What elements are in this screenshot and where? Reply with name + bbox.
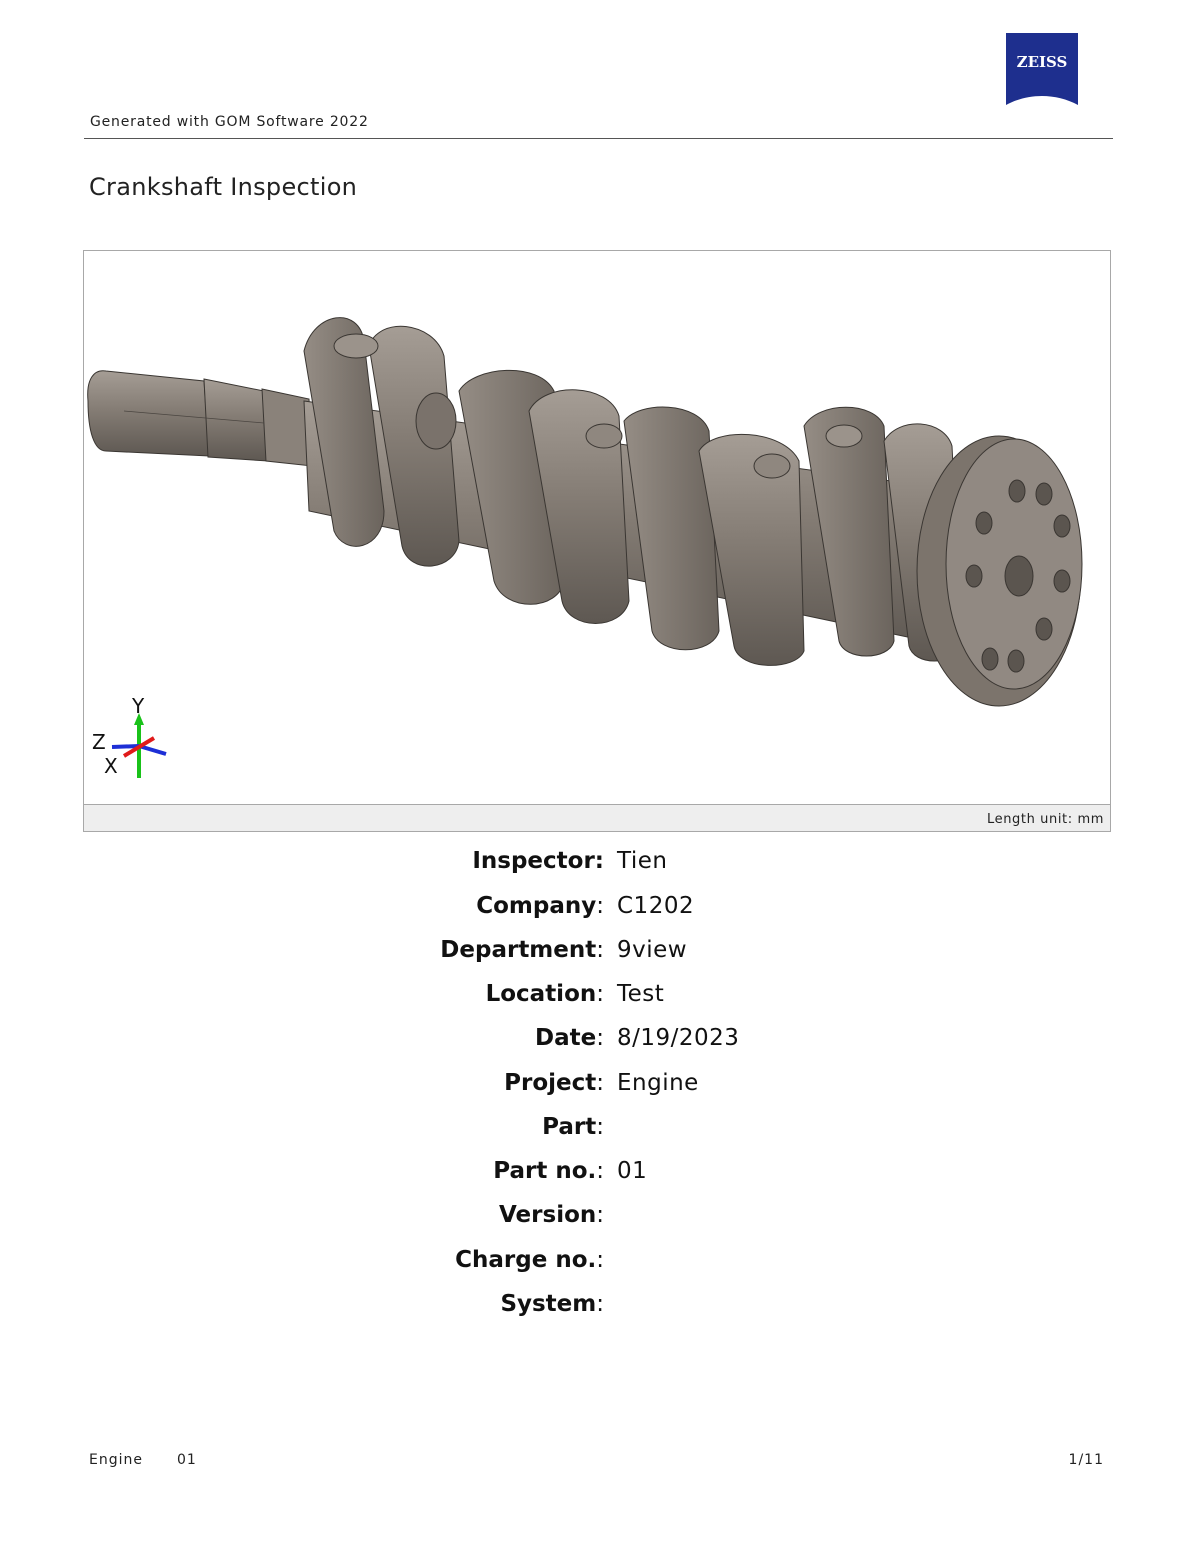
system-label: System — [500, 1291, 597, 1317]
crankshaft-render — [84, 251, 1110, 804]
version-label: Version — [499, 1202, 597, 1228]
project-label: Project — [504, 1070, 597, 1096]
company-value: C1202 — [617, 893, 695, 919]
3d-viewer[interactable] — [83, 250, 1111, 832]
inspector-label: Inspector: — [472, 848, 604, 874]
location-label: Location — [485, 981, 597, 1007]
part-label: Part — [542, 1114, 597, 1140]
crankshaft-body — [88, 318, 974, 666]
charge-no-label: Charge no. — [455, 1247, 597, 1273]
info-row-version: Version: — [499, 1202, 604, 1228]
location-value: Test — [617, 981, 665, 1007]
info-row-charge-no: Charge no.: — [455, 1247, 604, 1273]
zeiss-logo — [1006, 33, 1078, 105]
info-row-company: Company: C1202 — [476, 893, 695, 919]
flywheel-flange — [917, 436, 1082, 706]
part-no-label: Part no. — [493, 1158, 597, 1184]
department-value: 9view — [617, 937, 688, 963]
info-row-part: Part: — [542, 1114, 604, 1140]
zeiss-logo-text: ZEISS — [1016, 53, 1068, 71]
header-divider — [84, 138, 1113, 139]
axis-triad — [92, 694, 166, 778]
viewer-status-bar — [84, 804, 1110, 831]
info-row-project: Project: Engine — [504, 1070, 699, 1096]
footer-project: Engine — [89, 1452, 143, 1468]
z-axis-line — [139, 746, 166, 754]
department-label: Department — [440, 937, 597, 963]
info-row-department: Department: 9view — [440, 937, 688, 963]
part-no-value: 01 — [617, 1158, 648, 1184]
z-axis-label: Z — [92, 730, 106, 754]
info-row-date: Date: 8/19/2023 — [535, 1025, 740, 1051]
date-value: 8/19/2023 — [617, 1025, 740, 1051]
info-row-system: System: — [500, 1291, 604, 1317]
page-footer-left — [89, 1452, 197, 1468]
y-axis-label: Y — [132, 694, 145, 718]
info-row-inspector — [0, 848, 1200, 878]
x-axis-label: X — [104, 754, 118, 778]
footer-part-no: 01 — [176, 1452, 197, 1468]
company-label: Company — [476, 893, 597, 919]
date-label: Date — [535, 1025, 597, 1051]
page-number: 1/11 — [1068, 1452, 1104, 1468]
report-title: Crankshaft Inspection — [89, 173, 358, 201]
info-row-location: Location: Test — [485, 981, 665, 1007]
inspector-value: Tien — [617, 848, 668, 874]
generated-with-note: Generated with GOM Software 2022 — [90, 114, 369, 130]
project-value: Engine — [617, 1070, 699, 1096]
info-row-part-no: Part no.: 01 — [493, 1158, 648, 1184]
length-unit-label: Length unit: mm — [987, 812, 1104, 827]
